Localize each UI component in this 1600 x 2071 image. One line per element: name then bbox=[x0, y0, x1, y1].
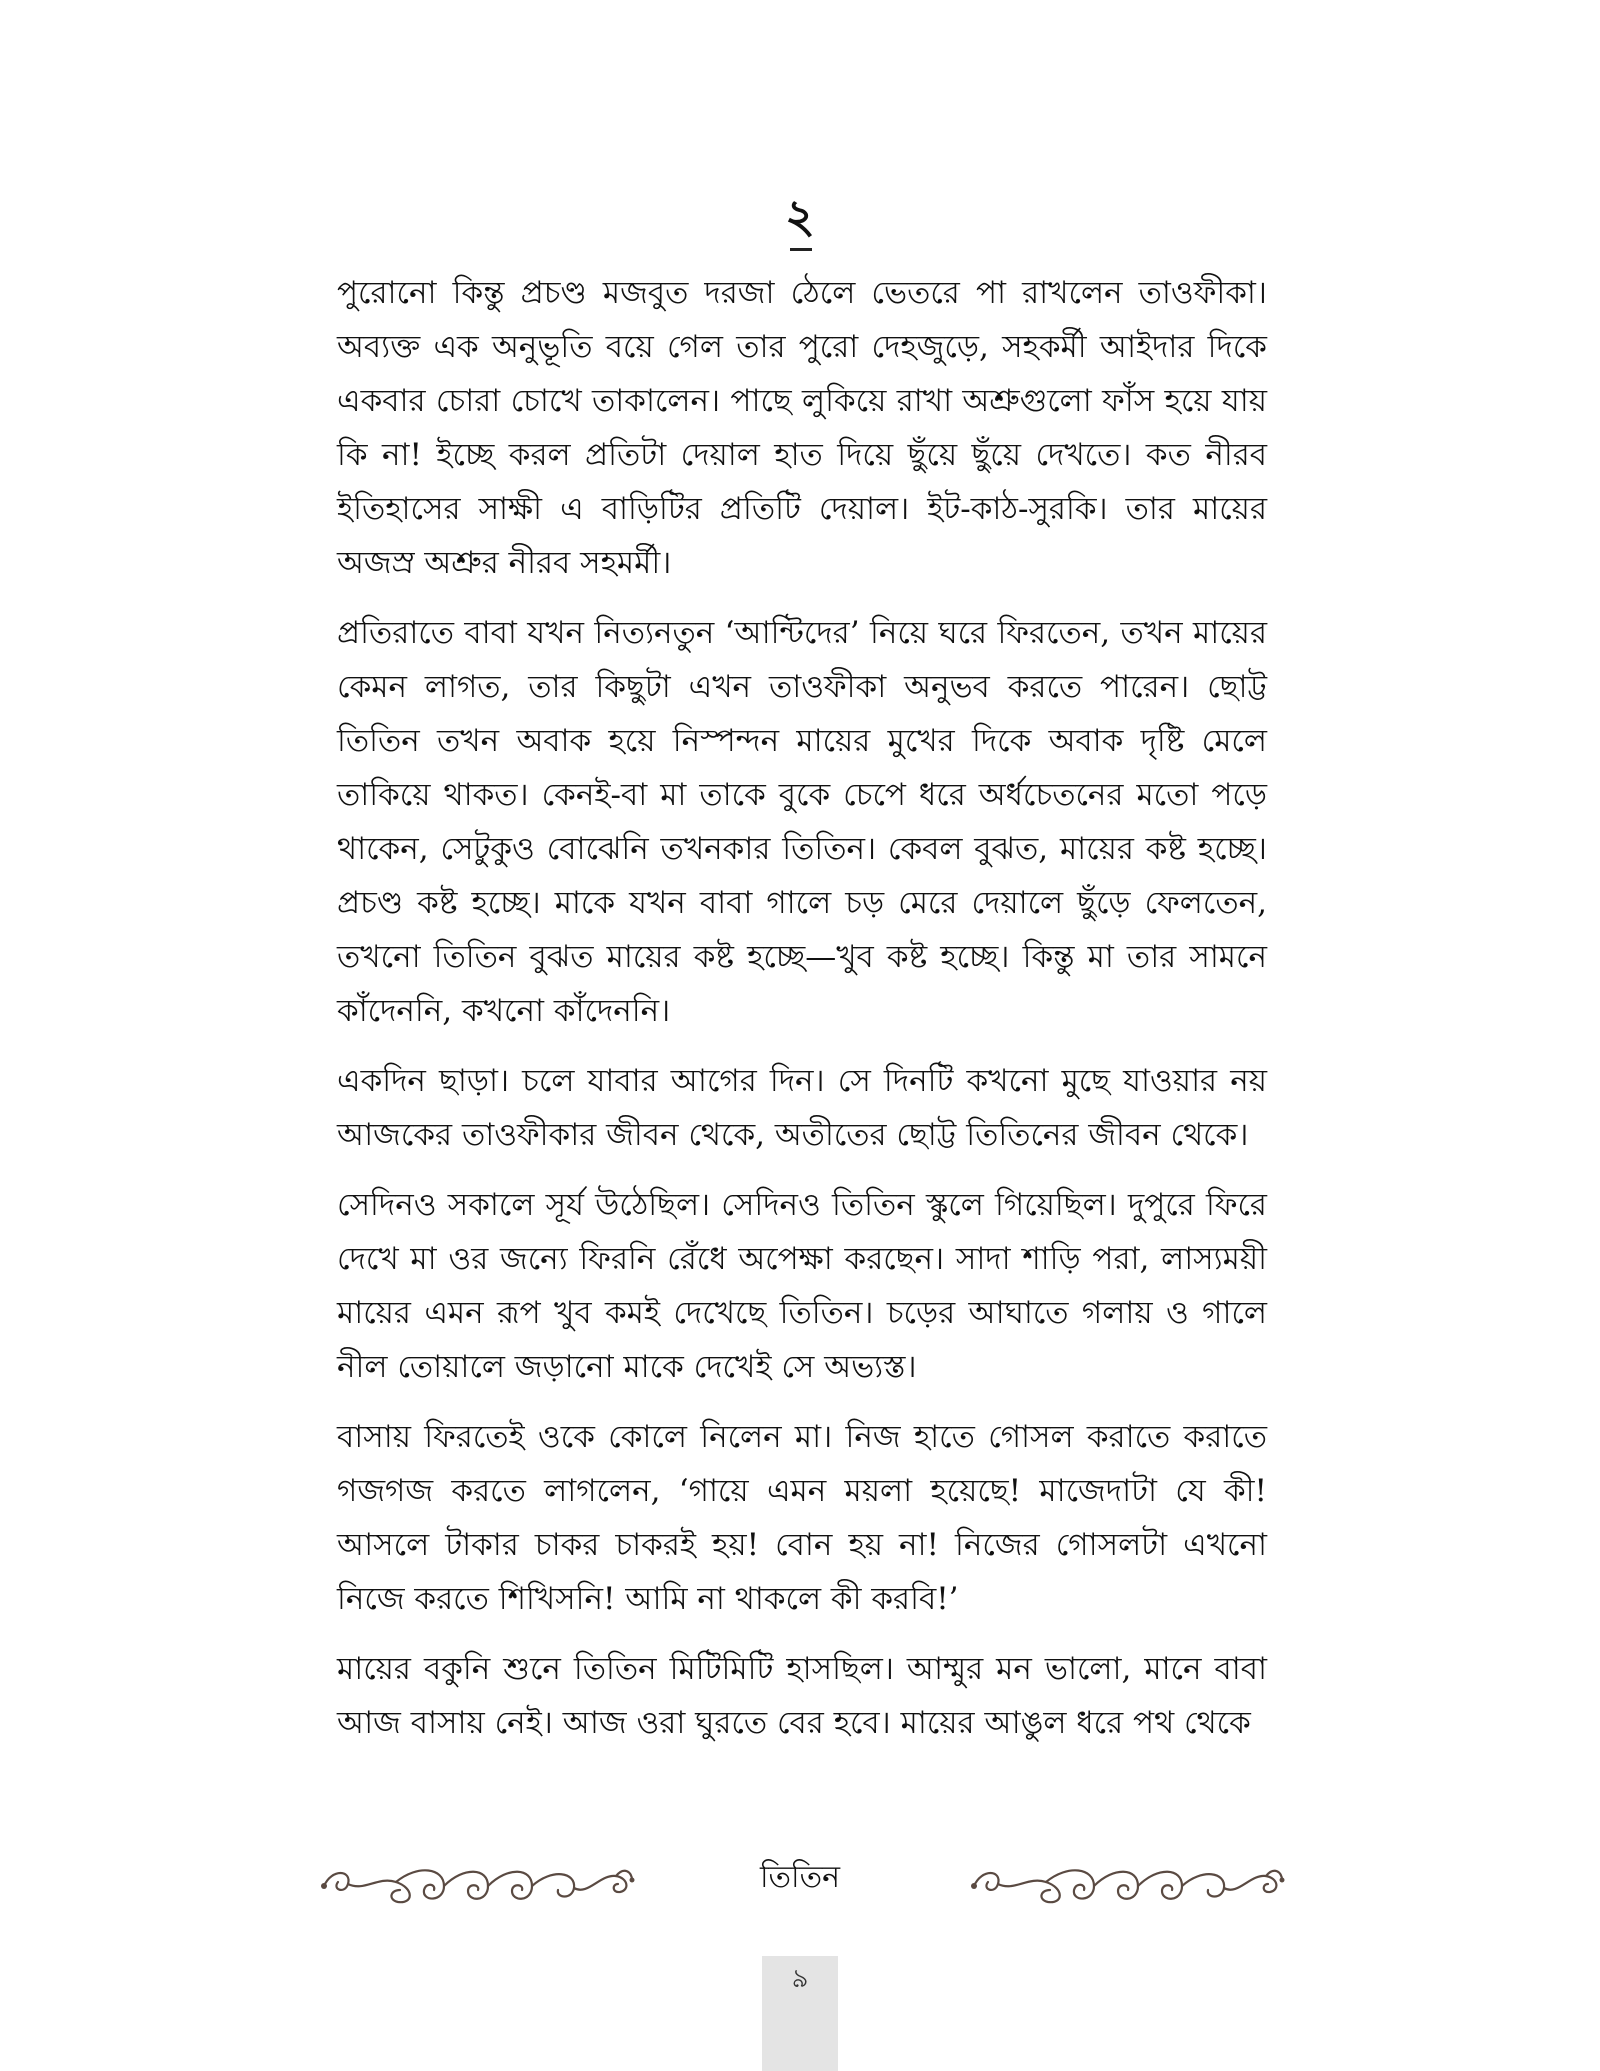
body-text bbox=[337, 266, 1267, 1766]
page-number-tab bbox=[762, 1956, 838, 2071]
paragraph: মায়ের বকুনি শুনে তিতিন মিটিমিটি হাসছিল। আম্মুর মন ভালো, মানে বাবা আজ বাসায় নেই। আজ ওরা ঘুরতে বের হবে। মায়ের আঙুল ধরে পথ থেকে bbox=[337, 1651, 1267, 1741]
running-title: তিতিন bbox=[759, 1860, 841, 1895]
paragraph: সেদিনও সকালে সূর্য উঠেছিল। সেদিনও তিতিন স্কুলে গিয়েছিল। দুপুরে ফিরে দেখে মা ওর জন্যে ফিরনি রেঁধে অপেক্ষা করছেন। সাদা শাড়ি পরা, লাস্যময়ী মায়ের এমন রূপ খুব কমই দেখেছে তিতিন। চড়ের আঘাতে গলায় ও গালে নীল তোয়ালে জড়ানো মাকে দেখেই সে অভ্যস্ত। bbox=[337, 1187, 1267, 1385]
chapter-number: ২ bbox=[785, 189, 815, 243]
chapter-underline bbox=[790, 248, 812, 251]
paragraph: প্রতিরাতে বাবা যখন নিত্যনতুন ‘আন্টিদের’ নিয়ে ঘরে ফিরতেন, তখন মায়ের কেমন লাগত, তার কিছুটা এখন তাওফীকা অনুভব করতে পারেন। ছোট্ট তিতিন তখন অবাক হয়ে নিস্পন্দন মায়ের মুখের দিকে অবাক দৃষ্টি মেলে তাকিয়ে থাকত। কেনই-বা মা তাকে বুকে চেপে ধরে অর্ধচেতনের মতো পড়ে থাকেন, সেটুকুও বোঝেনি তখনকার তিতিন। কেবল বুঝত, মায়ের কষ্ট হচ্ছে। প্রচণ্ড কষ্ট হচ্ছে। মাকে যখন বাবা গালে চড় মেরে দেয়ালে ছুঁড়ে ফেলতেন, তখনো তিতিন বুঝত মায়ের কষ্ট হচ্ছে—খুব কষ্ট হচ্ছে। কিন্তু মা তার সামনে কাঁদেননি, কখনো কাঁদেননি। bbox=[337, 615, 1267, 1029]
paragraph: পুরোনো কিন্তু প্রচণ্ড মজবুত দরজা ঠেলে ভেতরে পা রাখলেন তাওফীকা। অব্যক্ত এক অনুভূতি বয়ে গেল তার পুরো দেহজুড়ে, সহকর্মী আইদার দিকে একবার চোরা চোখে তাকালেন। পাছে লুকিয়ে রাখা অশ্রুগুলো ফাঁস হয়ে যায় কি না! ইচ্ছে করল প্রতিটা দেয়াল হাত দিয়ে ছুঁয়ে ছুঁয়ে দেখতে। কত নীরব ইতিহাসের সাক্ষী এ বাড়িটির প্রতিটি দেয়াল। ইট-কাঠ-সুরকি। তার মায়ের অজস্র অশ্রুর নীরব সহমর্মী। bbox=[337, 275, 1267, 581]
flourish-ornament-icon bbox=[968, 1846, 1288, 1916]
page-number: ৯ bbox=[791, 1964, 809, 1994]
flourish-ornament-icon bbox=[318, 1846, 638, 1916]
page-footer bbox=[0, 1846, 1600, 1936]
paragraph: বাসায় ফিরতেই ওকে কোলে নিলেন মা। নিজ হাতে গোসল করাতে করাতে গজগজ করতে লাগলেন, ‘গায়ে এমন ময়লা হয়েছে! মাজেদাটা যে কী! আসলে টাকার চাকর চাকরই হয়! বোন হয় না! নিজের গোসলটা এখনো নিজে করতে শিখিসনি! আমি না থাকলে কী করবি!’ bbox=[337, 1419, 1267, 1617]
paragraph: একদিন ছাড়া। চলে যাবার আগের দিন। সে দিনটি কখনো মুছে যাওয়ার নয় আজকের তাওফীকার জীবন থেকে, অতীতের ছোট্ট তিতিনের জীবন থেকে। bbox=[337, 1063, 1267, 1153]
